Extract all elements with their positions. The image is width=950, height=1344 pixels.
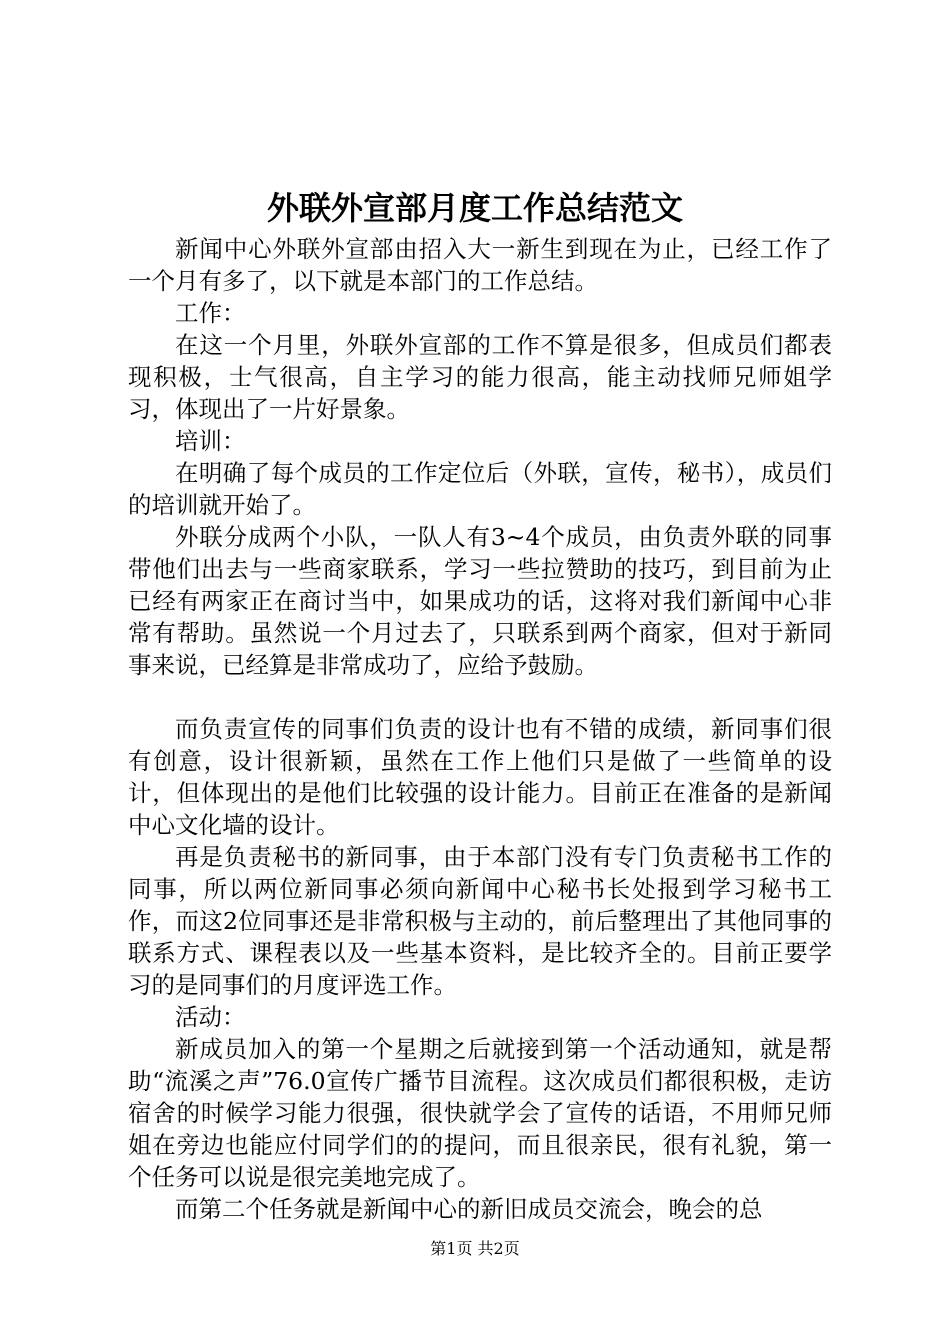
section-heading-training: 培训： [175, 427, 246, 455]
section-heading-activities: 活动： [175, 1003, 246, 1031]
paragraph-activity-one: 新成员加入的第一个星期之后就接到第一个活动通知，就是帮助“流溪之声”76.0宣传广播节目流程。这次成员们都很积极，走访宿舍的时候学习能力很强，很快就学会了宣传的话语，不用师兄师姐在旁边也能应付同学们的的提问，而且很亲民，很有礼貌，第一个任务可以说是很完美地完成了。 [128, 1035, 832, 1191]
paragraph-work: 在这一个月里，外联外宣部的工作不算是很多，但成员们都表现积极，士气很高，自主学习的能力很高，能主动找师兄师姐学习，体现出了一片好景象。 [128, 331, 832, 423]
page-number-footer: 第1页 共2页 [430, 1239, 520, 1258]
paragraph-outreach: 外联分成两个小队，一队人有3~4个成员，由负责外联的同事带他们出去与一些商家联系，学习一些拉赞助的技巧，到目前为止已经有两家正在商讨当中，如果成功的话，这将对我们新闻中心非常有帮助。虽然说一个月过去了，只联系到两个商家，但对于新同事来说，已经算是非常成功了，应给予鼓励。 [128, 523, 832, 679]
section-heading-work: 工作： [175, 299, 246, 327]
paragraph-publicity: 而负责宣传的同事们负责的设计也有不错的成绩，新同事们很有创意，设计很新颖，虽然在工作上他们只是做了一些简单的设计，但体现出的是他们比较强的设计能力。目前正在准备的是新闻中心文化墙的设计。 [128, 715, 832, 839]
document-title: 外联外宣部月度工作总结范文 [266, 189, 683, 227]
paragraph-activity-two: 而第二个任务就是新闻中心的新旧成员交流会，晚会的总 [175, 1195, 763, 1223]
document-body [128, 233, 832, 1225]
paragraph-secretary: 再是负责秘书的新同事，由于本部门没有专门负责秘书工作的同事，所以两位新同事必须向新闻中心秘书长处报到学习秘书工作，而这2位同事还是非常积极与主动的，前后整理出了其他同事的联系方式、课程表以及一些基本资料，是比较齐全的。目前正要学习的是同事们的月度评选工作。 [128, 843, 832, 999]
paragraph-training: 在明确了每个成员的工作定位后（外联，宣传，秘书），成员们的培训就开始了。 [128, 459, 832, 519]
paragraph-intro: 新闻中心外联外宣部由招入大一新生到现在为止，已经工作了一个月有多了，以下就是本部门的工作总结。 [128, 235, 832, 295]
